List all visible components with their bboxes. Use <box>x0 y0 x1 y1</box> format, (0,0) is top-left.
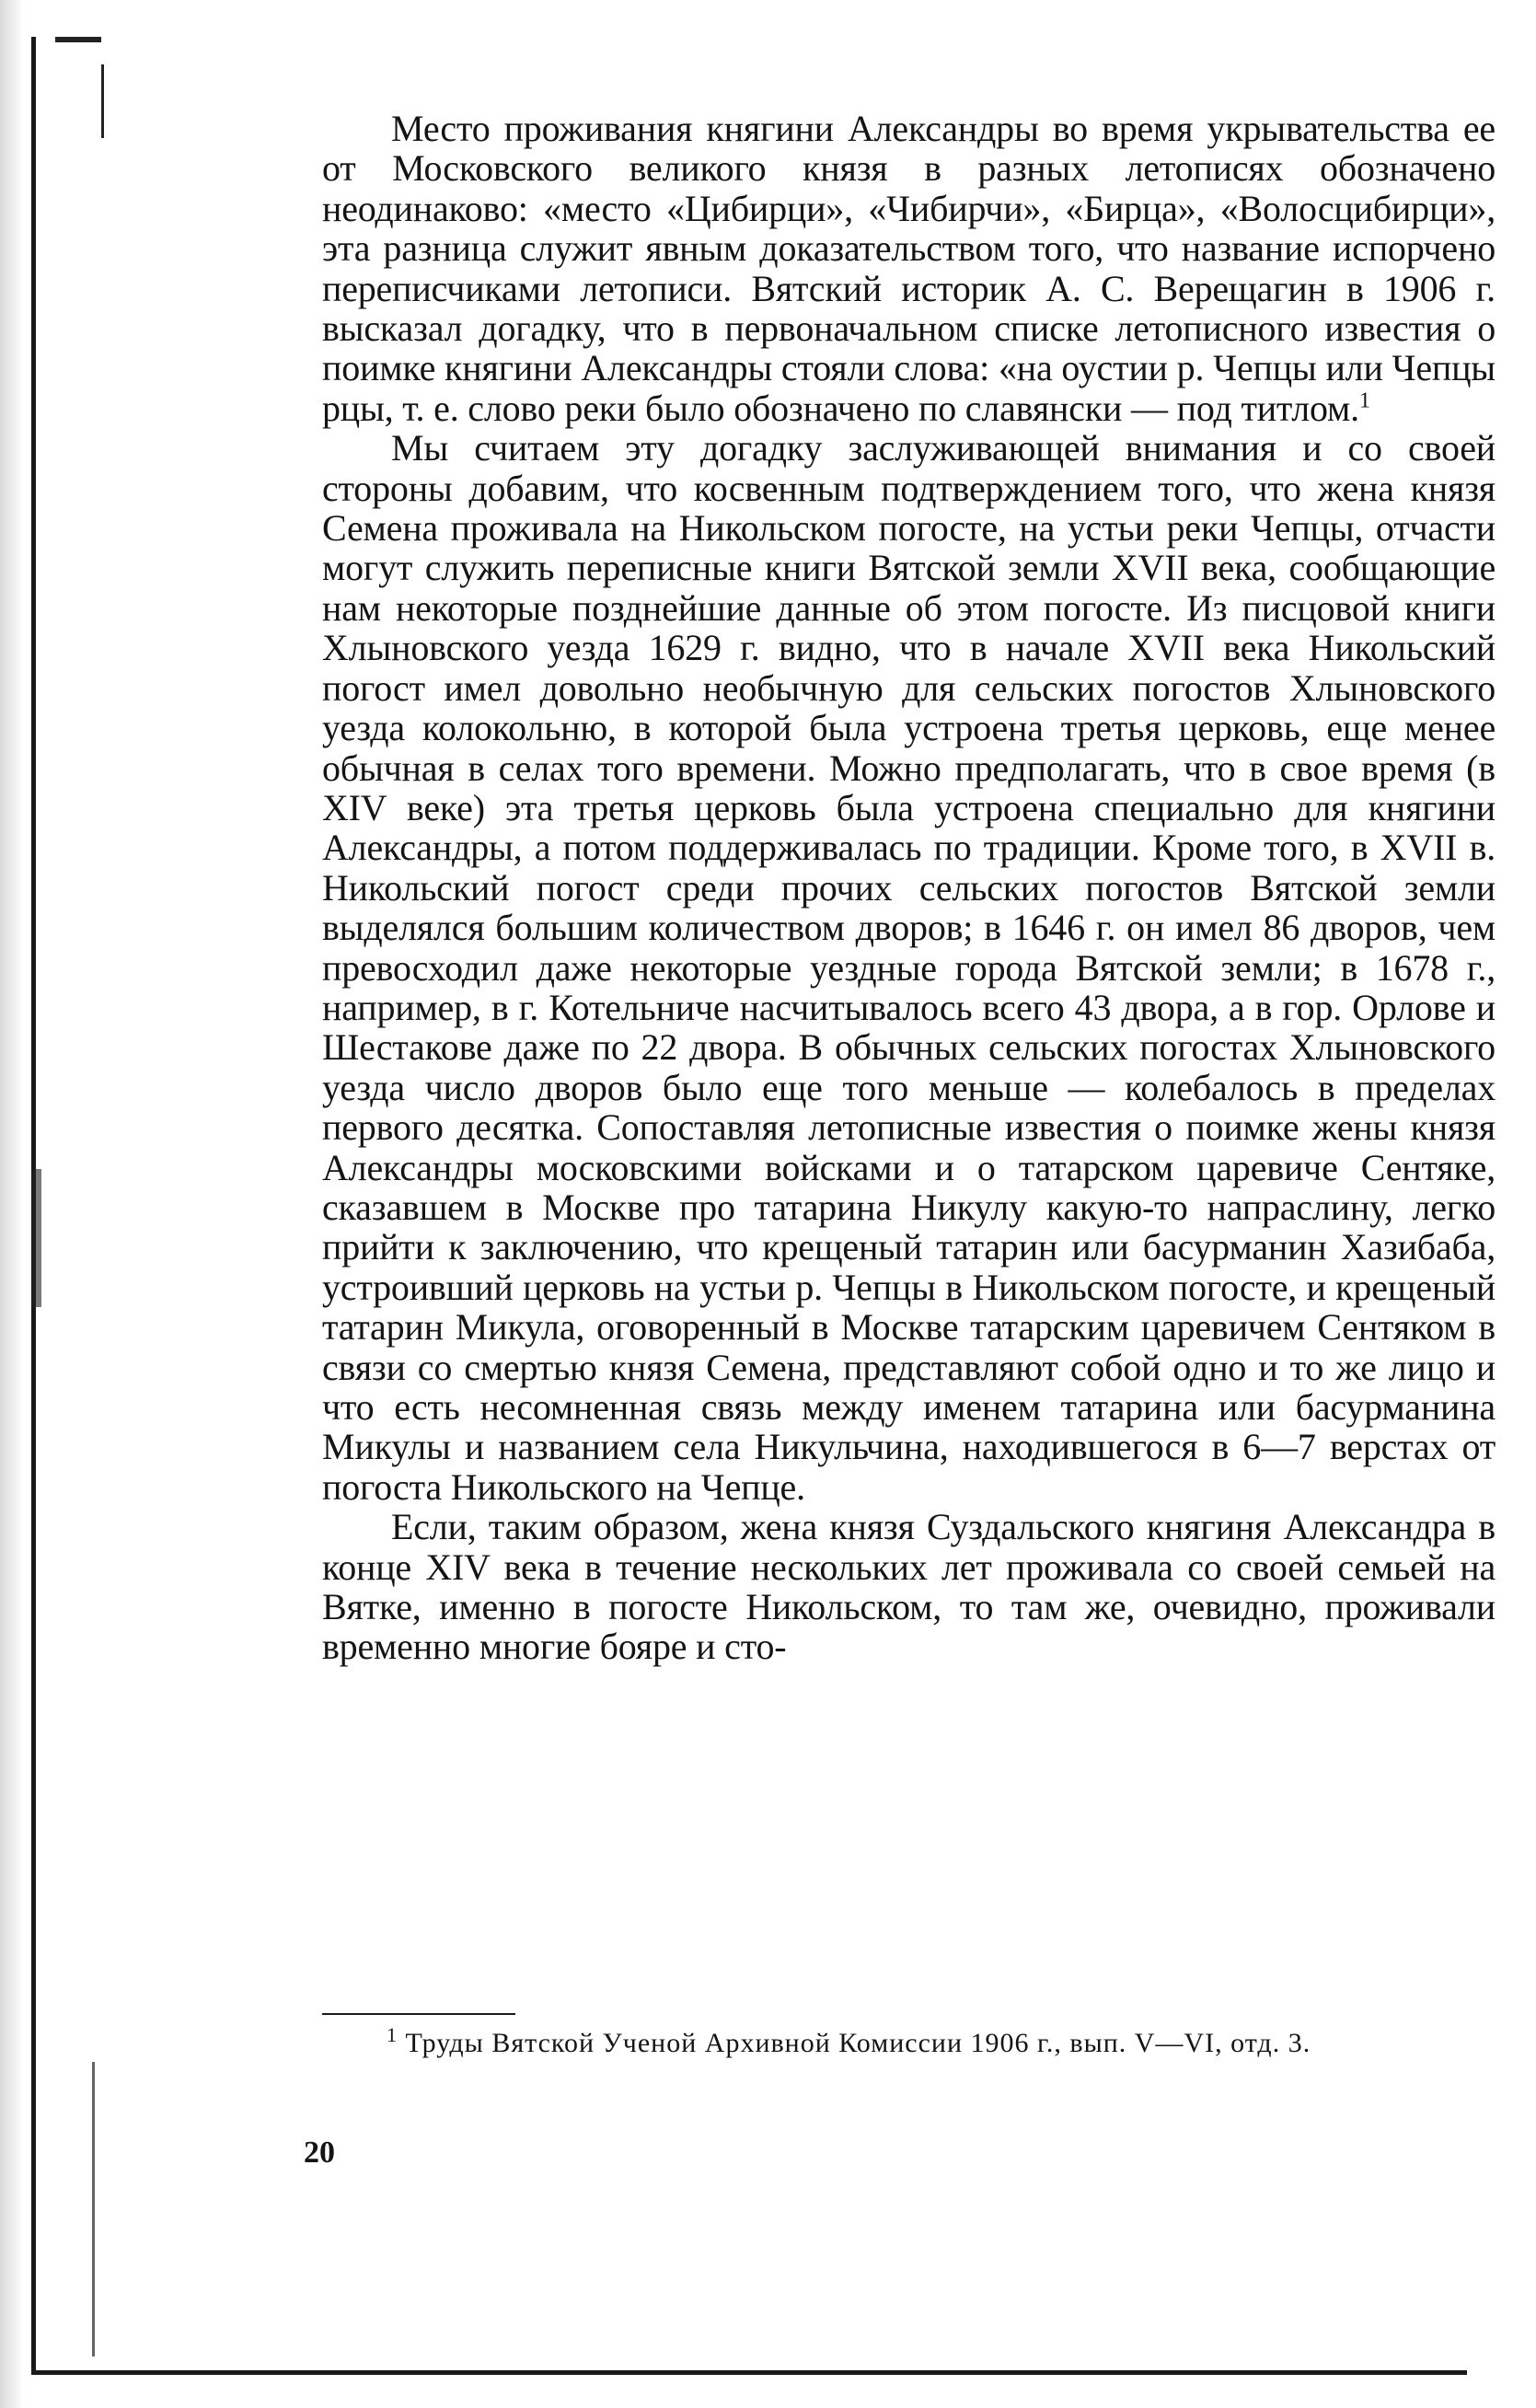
scan-speck <box>32 1169 41 1307</box>
footnote <box>322 2025 1496 2062</box>
scan-left-edge <box>0 0 24 2408</box>
page-number: 20 <box>304 2136 335 2170</box>
paragraph-3: Если, таким образом, жена князя Суздальского княгиня Александра в конце XIV века в течение нескольких лет проживала со своей семьей на Вятке, именно в погосте Никольском, то там же, очевидно, проживали временно многие бояре и сто- <box>322 1506 1496 1668</box>
scan-speck <box>101 64 104 138</box>
scan-speck <box>92 2062 95 2356</box>
footnote-mark: 1 <box>387 2023 398 2046</box>
paragraph-1 <box>322 109 1496 428</box>
footnote-text: Труды Вятской Ученой Архивной Комиссии 1906 г., вып. V—VI, отд. 3. <box>405 2028 1311 2058</box>
paragraph-2: Мы считаем эту догадку заслуживающей внимания и со своей стороны добавим, что косвенным подтверждением того, что жена князя Семена проживала на Никольском погосте, на устьи реки Чепцы, отчасти могут служить переписные книги Вятской земли XVII века, сообщающие нам некоторые позднейшие данные об этом погосте. Из писцовой книги Хлыновского уезда 1629 г. видно, что в начале XVII века Никольский погост имел довольно необычную для сельских погостов Хлыновского уезда колокольню, в которой была устроена третья церковь, еще менее обычная в селах того времени. Можно предполагать, что в свое время (в XIV веке) эта третья церковь была устроена специально для княгини Александры, а потом поддерживалась по традиции. Кроме того, в XVII в. Никольский погост среди прочих сельских погостов Вятской земли выделялся большим количеством дворов; в 1646 г. он имел 86 дворов, чем превосходил даже некоторые уездные города Вятской земли; в 1678 г., например, в г. Котельниче насчитывалось всего 43 двора, а в гор. Орлове и Шестакове даже по 22 двора. В обычных сельских погостах Хлыновского уезда число дворов было еще того меньше — колебалось в пределах первого десятка. Сопоставляя летописные известия о поимке жены князя Александры московскими войсками и о татарском царевиче Сентяке, сказавшем в Москве про татарина Никулу какую-то напраслину, легко прийти к заключению, что крещеный татарин или басурманин Хазибаба, устроивший церковь на устьи р. Чепцы в Никольском погосте, и крещеный татарин Микула, оговоренный в Москве татарским царевичем Сентяком в связи со смертью князя Семена, представляют собой одно и то же лицо и что есть несомненная связь между именем татарина или басурманина Микулы и названием села Никульчина, находившегося в 6—7 верстах от погоста Никольского на Чепце. <box>322 427 1496 1508</box>
footnote-divider <box>322 2013 515 2015</box>
binding-line-bottom <box>31 2370 1467 2375</box>
paragraph-1-text: Место проживания княгини Александры во время укрывательства ее от Московского великого князя в разных летописях обозначено неодинаково: «место «Цибирци», «Чибирчи», «Бирца», «Волосцибирци», эта разница служит явным доказательством того, что название испорчено переписчиками летописи. Вятский историк А. С. Верещагин в 1906 г. высказал догадку, что в первоначальном списке летописного известия о поимке княгини Александры стояли слова: «на оустии р. Чепцы или Чепцы рцы, т. е. слово реки было обозначено по славянски — под титлом. <box>322 108 1496 429</box>
footnote-reference: 1 <box>1358 388 1370 413</box>
page-body <box>322 109 1496 1667</box>
scan-speck <box>55 37 101 42</box>
